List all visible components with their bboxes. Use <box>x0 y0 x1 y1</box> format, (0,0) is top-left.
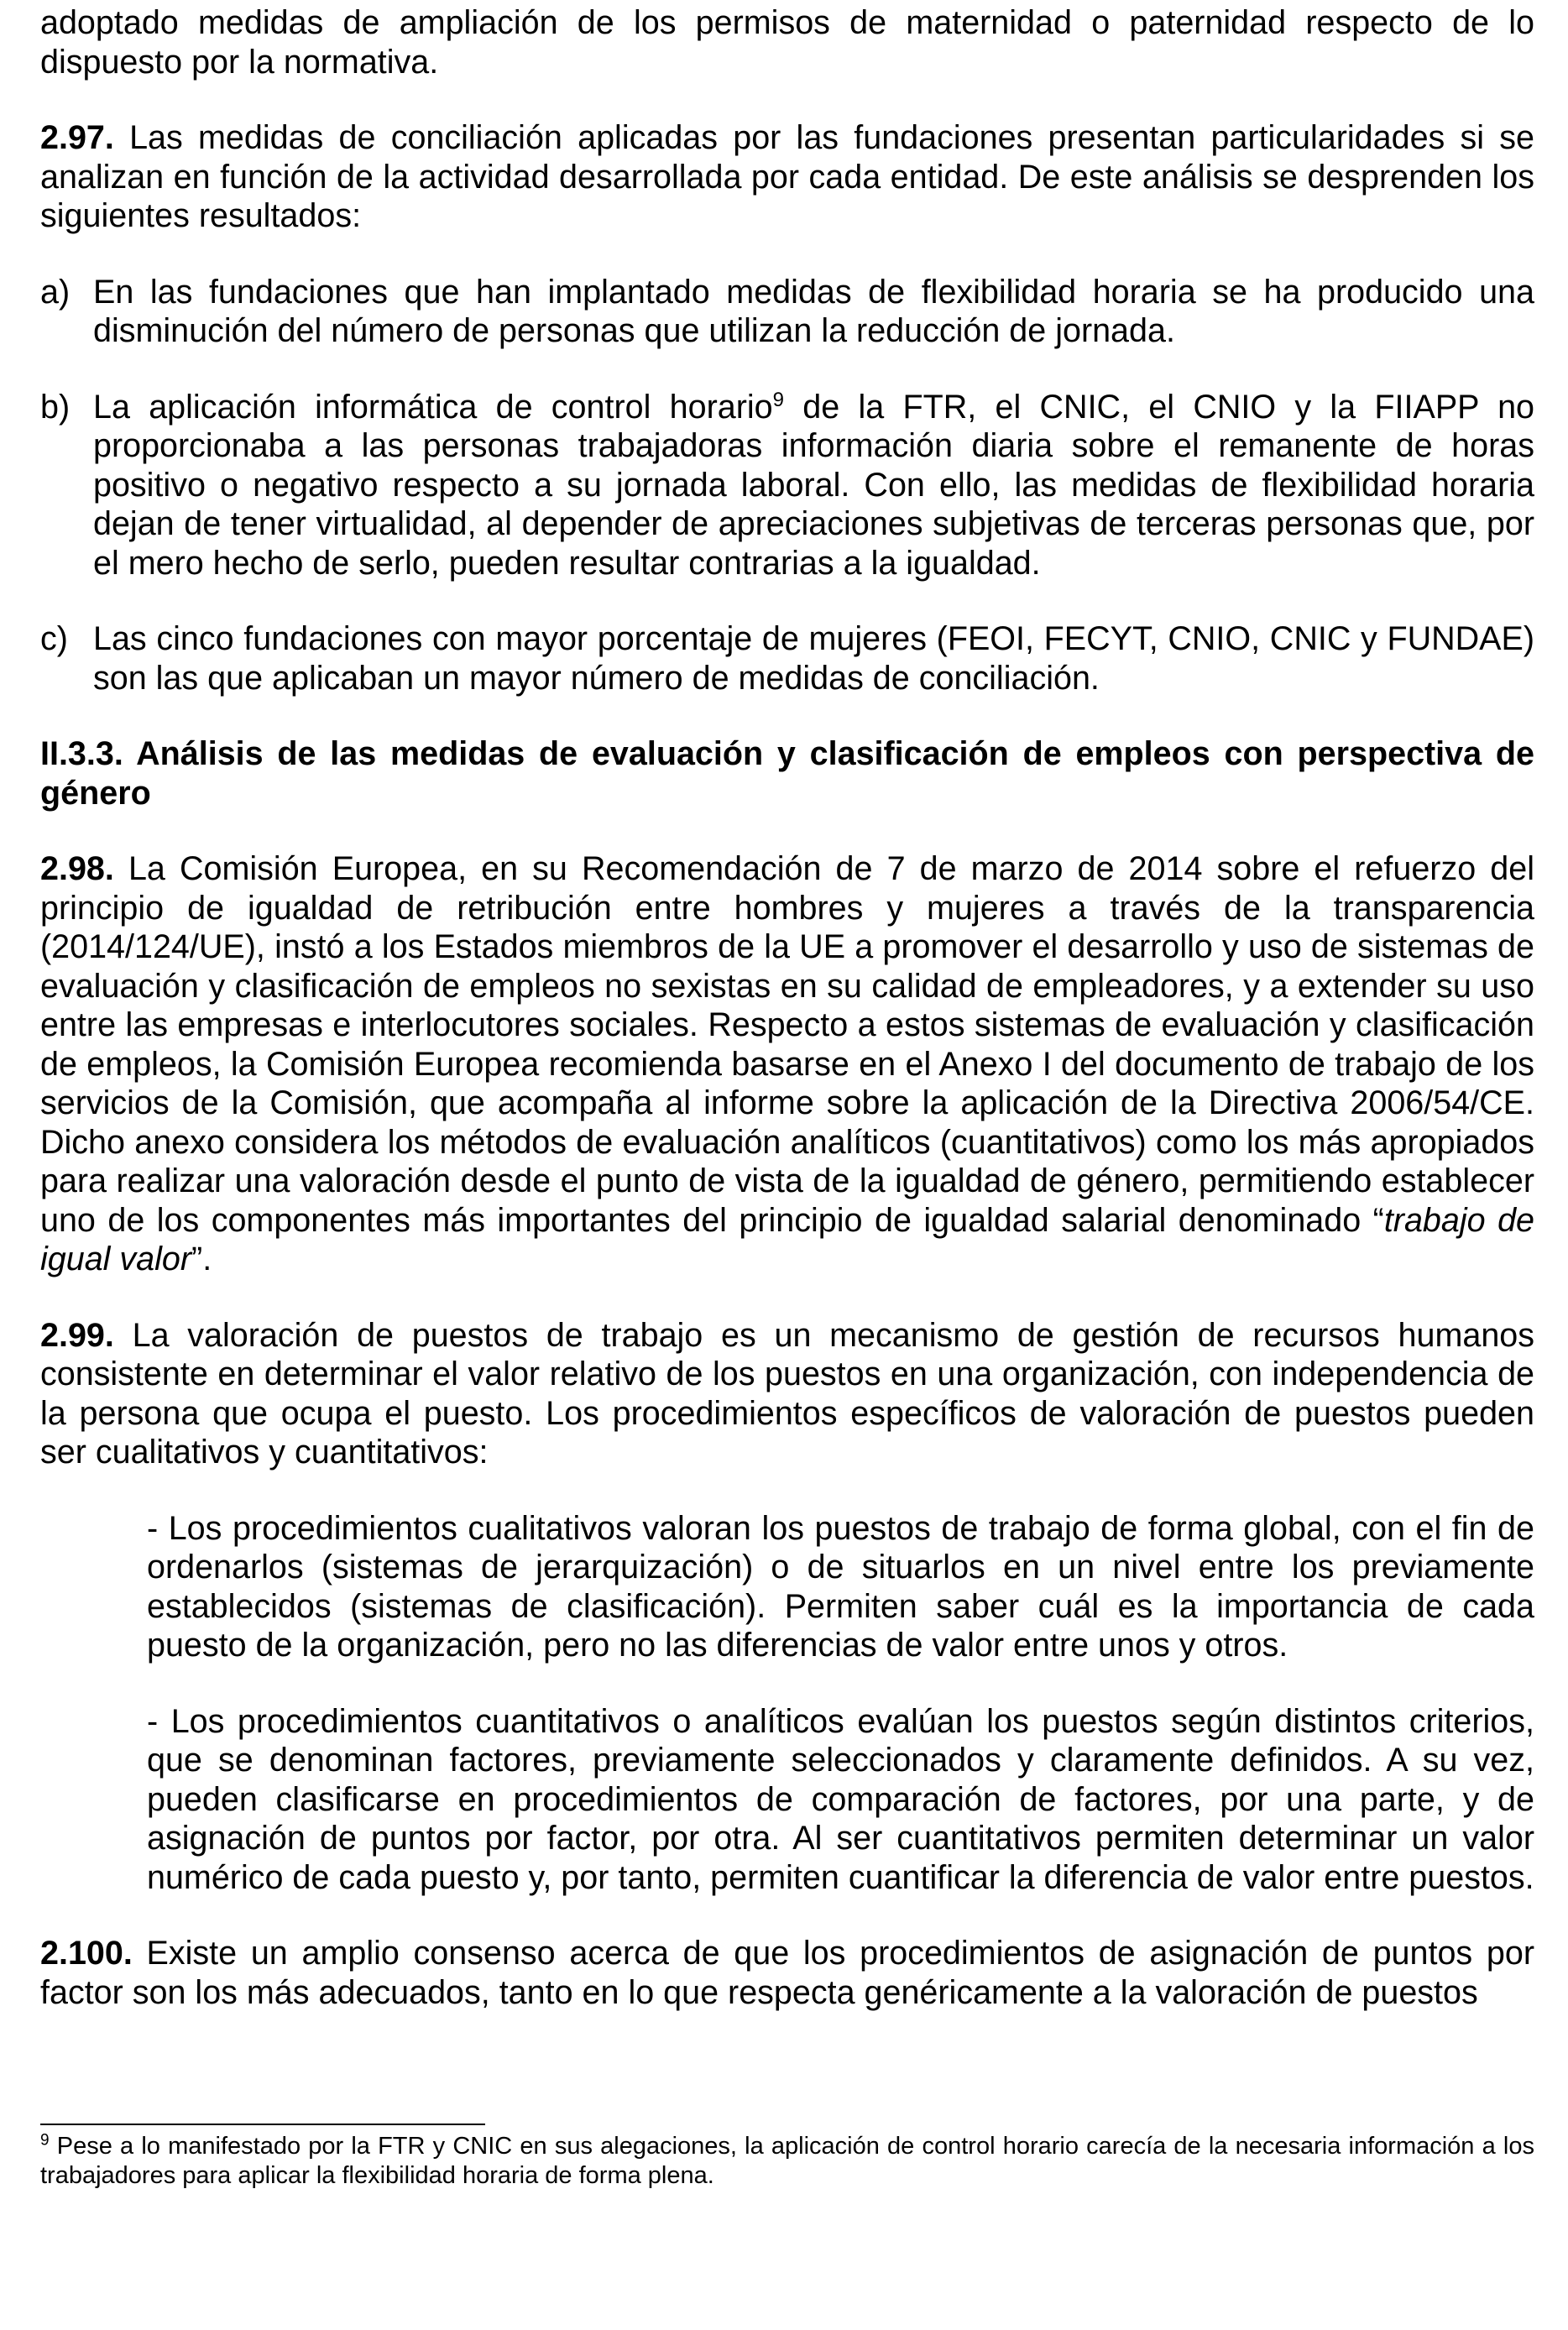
paragraph-text: Las medidas de conciliación aplicadas por las fundaciones presentan particularidades si se analizan en función de la actividad desarrollada por cada entidad. De este análisis se desprenden los siguientes resultados: <box>40 119 1534 234</box>
list-text: En las fundaciones que han implantado medidas de flexibilidad horaria se ha producido una disminución del número de personas que utilizan la reducción de jornada. <box>93 273 1534 349</box>
paragraph-number: 2.97. <box>40 119 114 156</box>
list-item-c <box>40 619 1534 697</box>
list-label: a) <box>40 273 71 311</box>
bullet-quantitative: - Los procedimientos cuantitativos o analíticos evalúan los puestos según distintos criterios, que se denominan factores, previamente seleccionados y claramente definidos. A su vez, pueden clasificarse en procedimientos de comparación de factores, por una parte, y de asignación de puntos por factor, por otra. Al ser cuantitativos permiten determinar un valor numérico de cada puesto y, por tanto, permiten cuantificar la diferencia de valor entre puestos. <box>147 1702 1534 1896</box>
footnote-number: 9 <box>40 2131 50 2150</box>
paragraph-2-97 <box>40 118 1534 236</box>
paragraph-number: 2.100. <box>40 1935 133 1972</box>
footnote-reference: 9 <box>772 388 784 411</box>
list-text-part: La aplicación informática de control horario <box>93 388 773 426</box>
paragraph-2-100 <box>40 1934 1534 2012</box>
list-text-part: de la FTR, el CNIC, el CNIO y la FIIAPP no proporcionaba a las personas trabajadoras información diaria sobre el remanente de horas positivo o negativo respecto a su jornada laboral. Con ello, las medidas de flexibilidad horaria dejan de tener virtualidad, al depender de apreciaciones subjetivas de terceras personas que, por el mero hecho de serlo, pueden resultar contrarias a la igualdad. <box>93 388 1535 582</box>
footnote-text: Pese a lo manifestado por la FTR y CNIC en sus alegaciones, la aplicación de control horario carecía de la necesaria información a los trabajadores para aplicar la flexibilidad horaria de forma plena. <box>40 2133 1534 2189</box>
list-label: b) <box>40 388 71 426</box>
document-page <box>40 0 1534 2012</box>
paragraph-2-98 <box>40 849 1534 1279</box>
list-text <box>93 388 1534 583</box>
list-label: c) <box>40 620 68 657</box>
footnote <box>40 2132 1534 2191</box>
bullet-qualitative: - Los procedimientos cualitativos valoran los puestos de trabajo de forma global, con el fin de ordenarlos (sistemas de jerarquización) o de situarlos en un nivel entre los previamente establecidos (sistemas de clasificación). Permiten saber cuál es la importancia de cada puesto de la organización, pero no las diferencias de valor entre unos y otros. <box>147 1509 1534 1664</box>
paragraph-2-99 <box>40 1316 1534 1472</box>
paragraph-text: La valoración de puestos de trabajo es un mecanismo de gestión de recursos humanos consistente en determinar el valor relativo de los puestos en una organización, con independencia de la persona que ocupa el puesto. Los procedimientos específicos de valoración de puestos pueden ser cualitativos y cuantitativos: <box>40 1316 1534 1471</box>
paragraph-number: 2.98. <box>40 850 114 887</box>
footnote-divider <box>40 2124 485 2125</box>
list-item-b <box>40 388 1534 583</box>
italic-term: trabajo de igual valor <box>40 1201 1535 1277</box>
intro-paragraph: adoptado medidas de ampliación de los permisos de maternidad o paternidad respecto de lo dispuesto por la normativa. <box>40 4 1534 81</box>
list-item-a <box>40 273 1534 351</box>
paragraph-number: 2.99. <box>40 1316 114 1354</box>
paragraph-text: Existe un amplio consenso acerca de que los procedimientos de asignación de puntos por factor son los más adecuados, tanto en lo que respecta genéricamente a la valoración de puestos <box>40 1935 1534 2011</box>
paragraph-text: La Comisión Europea, en su Recomendación de 7 de marzo de 2014 sobre el refuerzo del principio de igualdad de retribución entre hombres y mujeres a través de la transparencia (2014/124/UE), instó a los Estados miembros de la UE a promover el desarrollo y uso de sistemas de evaluación y clasificación de empleos no sexistas en su calidad de empleadores, y a extender su uso entre las empresas e interlocutores sociales. Respecto a estos sistemas de evaluación y clasificación de empleos, la Comisión Europea recomienda basarse en el Anexo I del documento de trabajo de los servicios de la Comisión, que acompaña al informe sobre la aplicación de la Directiva 2006/54/CE. Dicho anexo considera los métodos de evaluación analíticos (cuantitativos) como los más apropiados para realizar una valoración desde el punto de vista de la igualdad de género, permitiendo establecer uno de los componentes más importantes del principio de igualdad salarial denominado “ <box>40 850 1534 1239</box>
paragraph-end: ”. <box>191 1241 212 1277</box>
list-text: Las cinco fundaciones con mayor porcentaje de mujeres (FEOI, FECYT, CNIO, CNIC y FUNDAE) son las que aplicaban un mayor número de medidas de conciliación. <box>93 620 1534 697</box>
section-heading: II.3.3. Análisis de las medidas de evaluación y clasificación de empleos con perspectiva de género <box>40 735 1534 812</box>
